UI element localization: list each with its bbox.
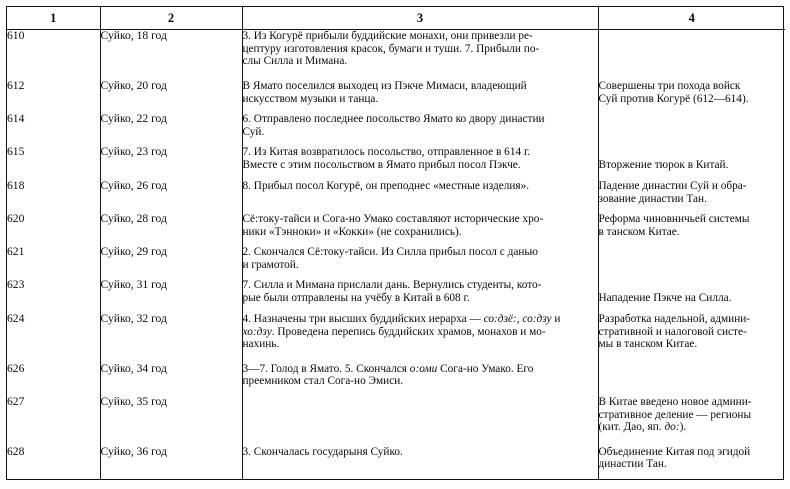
- italic-term: со:дзу: [522, 313, 552, 326]
- cell-era-year: Суйко, 36 год: [100, 446, 242, 479]
- text-line: 3—7. Голод в Ямато. 5. Скончался о:оми Сога-но Умако. Его: [242, 362, 534, 375]
- column-header-1: 1: [7, 7, 100, 30]
- cell-japan-events: [242, 246, 598, 279]
- text-line: 7. Силла и Мимана прислали дань. Вернулись студенты, кото-: [242, 279, 542, 292]
- cell-japan-events: [242, 213, 598, 246]
- text-line: 3. Скончалась государыня Суйко.: [242, 445, 403, 458]
- cell-year: 624: [7, 313, 100, 363]
- text-line: ники «Тэнноки» и «Кокки» (не сохранились).: [242, 225, 462, 238]
- text-line: Разработка надельной, админи-: [598, 313, 751, 326]
- table-row: [7, 246, 785, 279]
- cell-year: 621: [7, 246, 100, 279]
- text-line: 6. Отправлено последнее посольство Ямато ко двору династии: [242, 113, 545, 126]
- text-line: Нападение Пэкче на Силла.: [598, 292, 732, 305]
- text-line: стративной и налоговой систе-: [598, 325, 747, 338]
- cell-year: 626: [7, 363, 100, 396]
- cell-year: 620: [7, 213, 100, 246]
- text-line: Вторжение тюрок в Китай.: [598, 159, 729, 172]
- text-line: цептуру изготовления красок, бумаги и туши. 7. Прибыли по-: [242, 42, 540, 55]
- spacer: [599, 279, 786, 292]
- table-row: [7, 363, 785, 396]
- table-row: [7, 213, 785, 246]
- header-row: [7, 7, 785, 30]
- cell-era-year: Суйко, 35 год: [100, 396, 242, 446]
- text-line: искусством музыки и танца.: [242, 92, 379, 105]
- text-line: 2. Скончался Сё:току-тайси. Из Силла прибыл посол с данью: [242, 246, 538, 259]
- text-line: зование династии Тан.: [598, 192, 707, 205]
- text-line: династии Тан.: [598, 458, 667, 471]
- cell-continent-events: [598, 396, 785, 446]
- cell-era-year: Суйко, 23 год: [100, 146, 242, 180]
- chronology-table-container: [6, 6, 784, 480]
- cell-era-year: Суйко, 22 год: [100, 113, 242, 146]
- cell-year: 628: [7, 446, 100, 479]
- cell-japan-events: [242, 113, 598, 146]
- text-line: Сё:току-тайси и Сога-но Умако составляют исторические хро-: [242, 213, 544, 226]
- italic-term: со:дзё:: [483, 313, 517, 326]
- table-row: [7, 146, 785, 180]
- cell-era-year: Суйко, 32 год: [100, 313, 242, 363]
- text-line: Суй против Когурё (612—614).: [598, 92, 749, 105]
- text-line: хо:дзу. Проведена перепись буддийских храмов, монахов и мо-: [242, 325, 546, 338]
- cell-year: 612: [7, 80, 100, 113]
- text-line: 4. Назначены три высших буддийских иерарха — со:дзё:, со:дзу и: [242, 313, 561, 326]
- text-line: рые были отправлены на учёбу в Китай в 608 г.: [242, 291, 470, 304]
- cell-japan-events: [242, 30, 598, 80]
- cell-year: 618: [7, 180, 100, 213]
- table-row: [7, 113, 785, 146]
- cell-japan-events: [242, 363, 598, 396]
- cell-japan-events: [242, 146, 598, 180]
- text-line: нахинь.: [242, 338, 280, 351]
- column-header-2: 2: [100, 7, 242, 30]
- text-line: Падение династии Суй и обра-: [598, 179, 747, 192]
- text-line: Совершены три похода войск: [598, 79, 741, 92]
- table-row: [7, 396, 785, 446]
- text-line: В Ямато поселился выходец из Пэкче Мимаси, владеющий: [242, 79, 527, 92]
- text-line: Объединение Китая под эгидой: [598, 445, 751, 458]
- cell-japan-events: [242, 279, 598, 313]
- text-line: стративное деление — регионы: [598, 408, 752, 421]
- column-header-3: 3: [242, 7, 598, 30]
- cell-japan-events: [242, 313, 598, 363]
- table-row: [7, 180, 785, 213]
- italic-term: о:оми: [409, 362, 438, 375]
- text-line: слы Силла и Мимана.: [242, 55, 348, 68]
- text-line: Реформа чиновничьей системы: [598, 213, 750, 226]
- table-row: [7, 313, 785, 363]
- text-line: (кит. Дао, яп. до:).: [598, 421, 687, 434]
- text-line: Суй.: [242, 125, 265, 138]
- cell-year: 623: [7, 279, 100, 313]
- cell-era-year: Суйко, 31 год: [100, 279, 242, 313]
- text-line: преемником стал Сога-но Эмиси.: [242, 375, 404, 388]
- cell-continent-events: [598, 80, 785, 113]
- italic-term: до:: [664, 421, 680, 434]
- cell-continent-events: [598, 113, 785, 146]
- cell-year: 615: [7, 146, 100, 180]
- table-row: [7, 30, 785, 80]
- cell-continent-events: [598, 30, 785, 80]
- table-header: [7, 7, 785, 30]
- text-line: 8. Прибыл посол Когурё, он преподнес «местные изделия».: [242, 179, 530, 192]
- cell-continent-events: [598, 363, 785, 396]
- cell-continent-events: [598, 279, 785, 313]
- text-line: и грамотой.: [242, 258, 299, 271]
- text-line: 7. Из Китая возвратилось посольство, отправленное в 614 г.: [242, 146, 531, 159]
- column-header-4: 4: [598, 7, 785, 30]
- cell-japan-events: [242, 396, 598, 446]
- cell-era-year: Суйко, 34 год: [100, 363, 242, 396]
- cell-era-year: Суйко, 18 год: [100, 30, 242, 80]
- cell-year: 610: [7, 30, 100, 80]
- cell-continent-events: [598, 213, 785, 246]
- cell-era-year: Суйко, 20 год: [100, 80, 242, 113]
- cell-japan-events: [242, 446, 598, 479]
- text-line: Вместе с этим посольством в Ямато прибыл посол Пэкче.: [242, 158, 521, 171]
- cell-era-year: Суйко, 28 год: [100, 213, 242, 246]
- cell-continent-events: [598, 180, 785, 213]
- cell-continent-events: [598, 246, 785, 279]
- text-line: 3. Из Когурё прибыли буддийские монахи, они привезли ре-: [242, 30, 533, 42]
- table-row: [7, 446, 785, 479]
- text-line: в танском Китае.: [598, 225, 680, 238]
- cell-continent-events: [598, 446, 785, 479]
- table-row: [7, 80, 785, 113]
- spacer: [599, 146, 786, 159]
- table-body: [7, 30, 785, 480]
- cell-continent-events: [598, 146, 785, 180]
- cell-japan-events: [242, 180, 598, 213]
- cell-continent-events: [598, 313, 785, 363]
- chronology-table: [7, 7, 785, 479]
- cell-year: 627: [7, 396, 100, 446]
- table-row: [7, 279, 785, 313]
- italic-term: хо:дзу: [242, 325, 272, 338]
- text-line: В Китае введено новое админи-: [598, 396, 752, 408]
- cell-japan-events: [242, 80, 598, 113]
- cell-era-year: Суйко, 29 год: [100, 246, 242, 279]
- cell-year: 614: [7, 113, 100, 146]
- text-line: мы в танском Китае.: [598, 338, 698, 351]
- cell-era-year: Суйко, 26 год: [100, 180, 242, 213]
